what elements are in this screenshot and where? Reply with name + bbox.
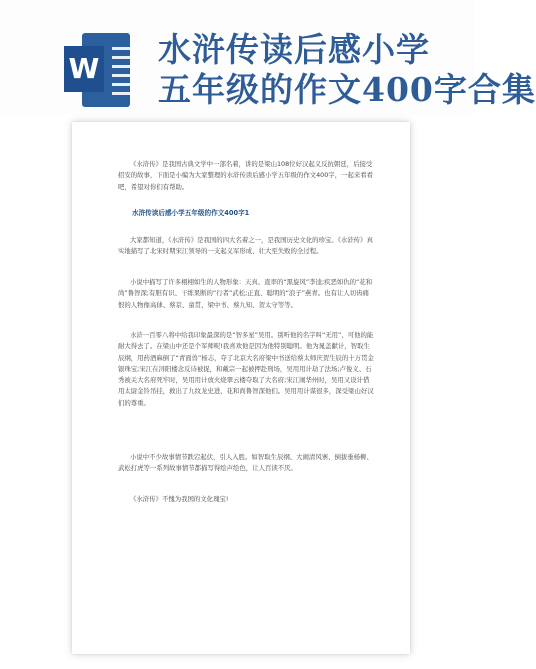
title-line-2: 五年级的作文400字合集: [158, 70, 536, 109]
paragraph-2: 小说中描写了许多栩栩如生的人物形象：天真、直率的“黑旋风”李逵;疾恶如仇的“花和尚”鲁智深;有胆有识、干练果断的“行者”武松;正直、聪明的“浪子”燕青。也有让人切齿痛恨的人物像高俅、蔡京、童贯、梁中书、蔡九知、贺太守等等。: [118, 278, 373, 309]
section-heading: 水浒传读后感小学五年级的作文400字1: [132, 209, 250, 217]
intro-paragraph: 《水浒传》是我国古典文学中一部名着，讲的是梁山108位好汉起义反抗朝廷，后接受招安的故事，下面是小编为大家整理的水浒传读后感小学五年级的作文400字，一起来看看吧，希望对你们有帮助。: [118, 160, 374, 191]
paragraph-5: 《水浒传》不愧为我国的文化瑰宝!: [130, 495, 229, 503]
word-icon-letter: W: [64, 46, 104, 92]
word-icon-lines: [112, 47, 140, 101]
banner: [0, 0, 536, 115]
word-document-icon: [64, 33, 130, 107]
page-title: [158, 30, 536, 110]
paragraph-4: 小说中不少故事情节跌宕起伏，引人入胜。如智取生辰纲、大闹清风寨、倒拔垂杨柳、武松打虎等一系列故事情节都描写得绘声绘色，让人百读不厌。: [118, 453, 373, 473]
title-line-1: 水浒传读后感小学: [158, 30, 430, 69]
paragraph-1: 大家都知道，《水浒传》是我国的四大名着之一，是我国历史文化的珍宝。《水浒传》真实地描写了北宋时期宋江领导的一支起义军形成、壮大至失败的全过程。: [118, 236, 373, 256]
document-page: [72, 122, 410, 654]
paragraph-3: 水浒一百零八将中给我印象最深的是“智多星”吴用。别听他的名字叫“无用”，可他的能耐大得去了。在梁山中还是个军师呢!我喜欢他是因为他特别聪明。他为晁盖献计，智取生辰纲，用药酒麻倒了“青面兽”杨志，夺了北京大名府梁中书送给蔡太师庆贺生辰的十万贯金银珠宝;宋江在浔阳楼念反诗被捉，和戴宗一起被押赴刑场，吴用用计劫了法场;卢俊义、石秀被关大名府死牢时，吴用用计放火烧翠云楼夺取了大名府;宋江闹华州时，吴用又设计借用太尉金铃吊挂，救出了九纹龙史进、花和尚鲁智深他们。吴用用计谋很多，深受梁山好汉们的尊重。: [118, 331, 374, 407]
